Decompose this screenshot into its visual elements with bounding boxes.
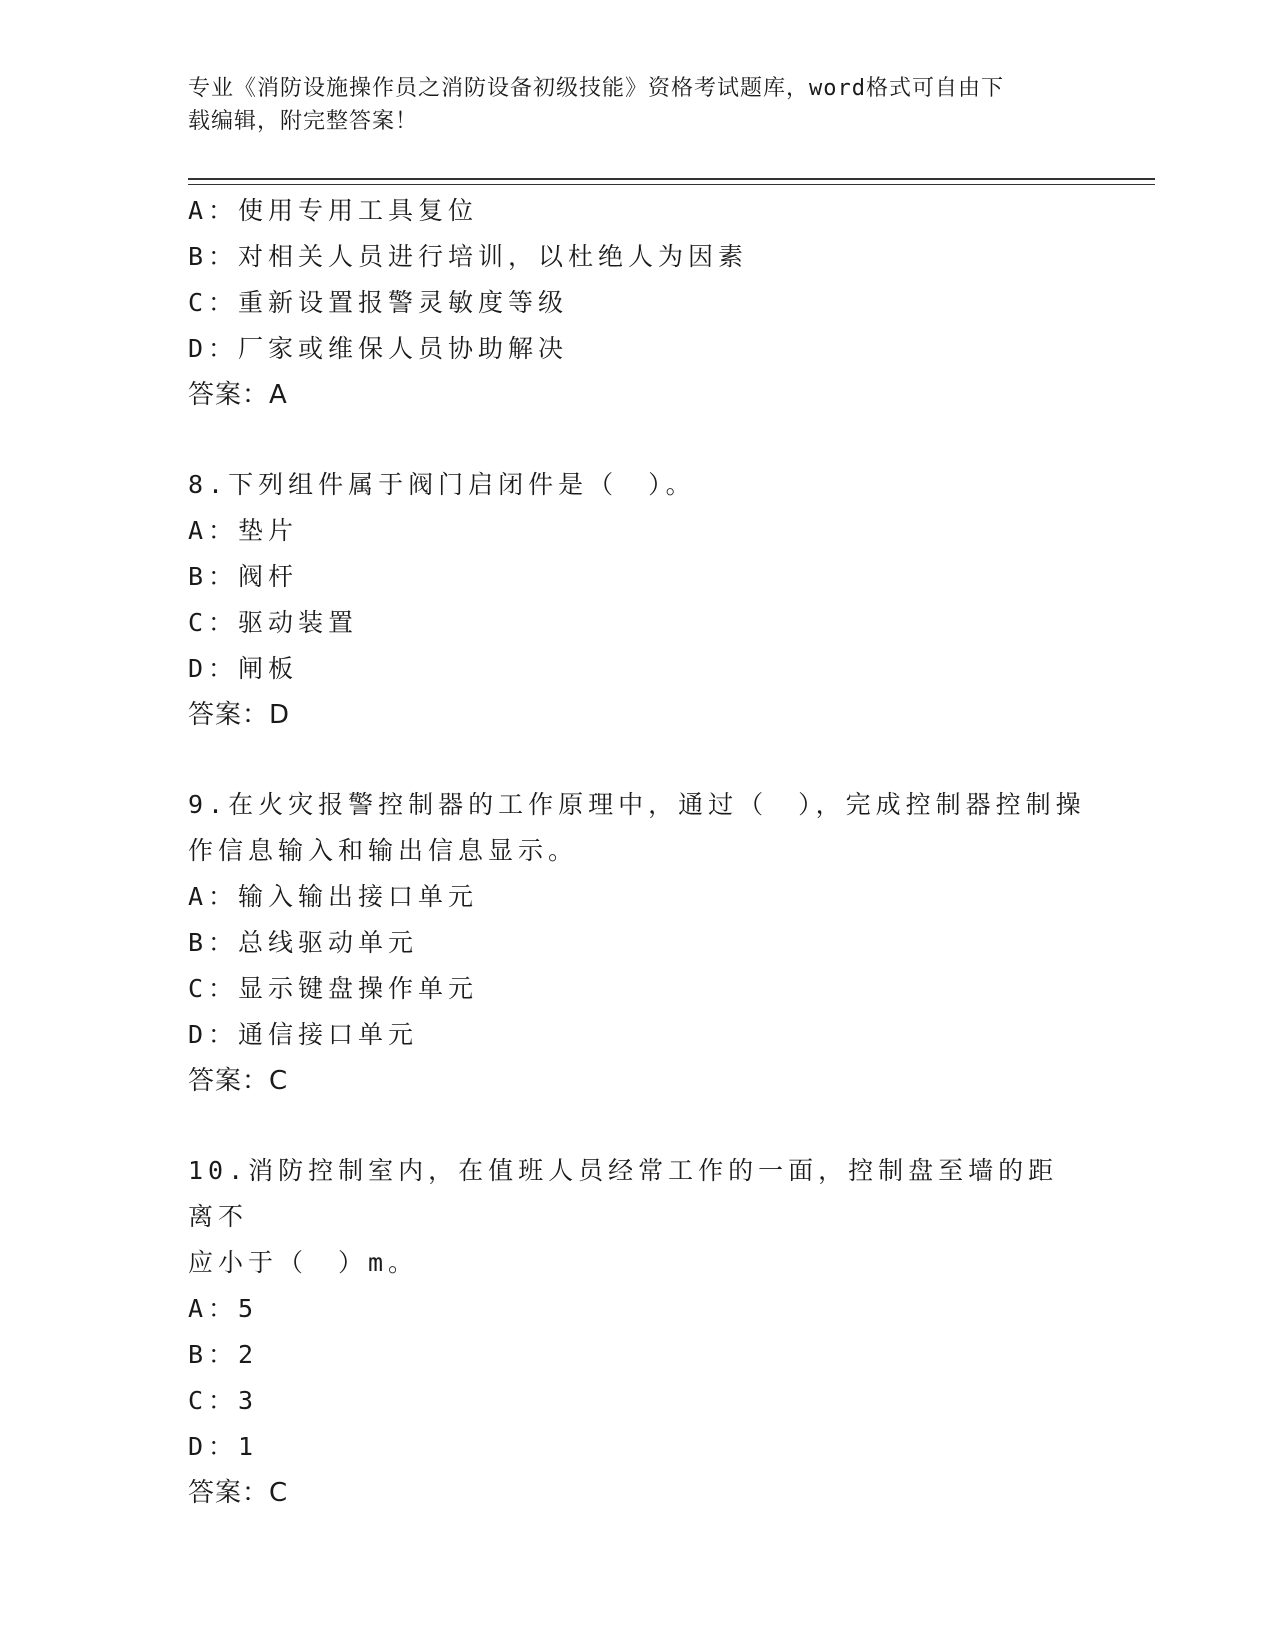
option-b: B：2 — [188, 1340, 259, 1369]
option-a: A：输入输出接口单元 — [188, 882, 479, 911]
option-c: C：重新设置报警灵敏度等级 — [188, 288, 569, 317]
option-d: D：通信接口单元 — [188, 1020, 419, 1049]
option-a: A：5 — [188, 1294, 259, 1323]
question-8 — [188, 462, 1088, 738]
question-stem-line: 应小于（ ）m。 — [188, 1248, 419, 1277]
option-a: A：使用专用工具复位 — [188, 196, 479, 225]
option-b: B：阀杆 — [188, 562, 299, 591]
option-b: B：总线驱动单元 — [188, 928, 419, 957]
option-c: C：3 — [188, 1386, 259, 1415]
question-stem-line: 8.下列组件属于阀门启闭件是（ ）。 — [188, 470, 696, 499]
question-stem-line: 10.消防控制室内，在值班人员经常工作的一面，控制盘至墙的距离不 — [188, 1156, 1059, 1231]
option-d: D：厂家或维保人员协助解决 — [188, 334, 569, 363]
option-c: C：驱动装置 — [188, 608, 359, 637]
answer: 答案：C — [188, 1066, 289, 1096]
option-c: C：显示键盘操作单元 — [188, 974, 479, 1003]
question-stem-line: 9.在火灾报警控制器的工作原理中，通过（ ），完成控制器控制操 — [188, 790, 1086, 819]
answer: 答案：C — [188, 1478, 289, 1508]
option-b: B：对相关人员进行培训，以杜绝人为因素 — [188, 242, 749, 271]
header-line-2: 载编辑，附完整答案！ — [188, 109, 419, 134]
option-a: A：垫片 — [188, 516, 299, 545]
header-line-1: 专业《消防设施操作员之消防设备初级技能》资格考试题库，word格式可自由下 — [188, 76, 1004, 101]
header-divider-thick — [188, 178, 1155, 180]
document-header — [188, 72, 1068, 138]
question-7-remainder — [188, 188, 1088, 418]
question-stem-line: 作信息输入和输出信息显示。 — [188, 836, 579, 865]
header-divider-thin — [188, 184, 1155, 185]
question-list — [188, 188, 1088, 1516]
answer: 答案：A — [188, 380, 288, 410]
option-d: D：1 — [188, 1432, 259, 1461]
option-d: D：闸板 — [188, 654, 299, 683]
question-10 — [188, 1148, 1088, 1516]
question-9 — [188, 782, 1088, 1104]
answer: 答案：D — [188, 700, 291, 730]
